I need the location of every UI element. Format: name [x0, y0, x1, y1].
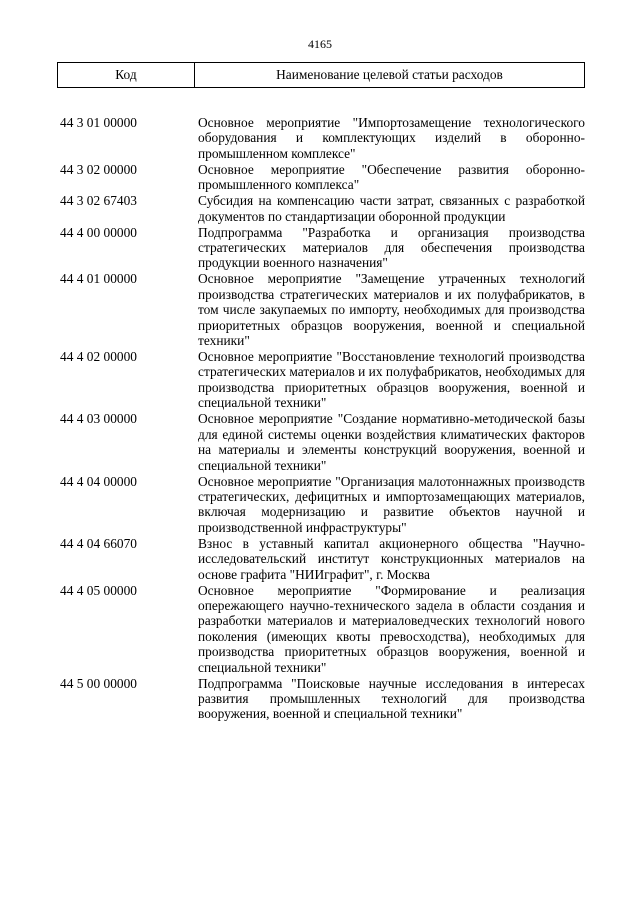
row-code: 44 4 03 00000 — [60, 411, 137, 427]
page-number: 4165 — [308, 37, 332, 51]
row-description: Основное мероприятие "Замещение утраченных технологий производства стратегических материалов и их полуфабрикатов, в том числе закупаемых по импорту, необходимых для производства приоритетных образцов вооружения, военной и специальной техники" — [198, 271, 585, 349]
row-code: 44 4 00 00000 — [60, 224, 137, 240]
row-description: Основное мероприятие "Формирование и реализация опережающего научно-технического задела в области создания и разработки материалов и материаловедческих технологий нового поколения (имеющих квоты превосходства), необходимых для производства приоритетных образцов вооружения, военной и специальной техники" — [198, 582, 585, 675]
row-code: 44 3 01 00000 — [60, 115, 137, 130]
table-row — [57, 115, 585, 161]
table-row — [57, 536, 585, 582]
row-description: Подпрограмма "Разработка и организация производства стратегических материалов для обеспечения производства продукции военного назначения" — [198, 224, 585, 271]
table-row — [57, 349, 585, 411]
row-description: Основное мероприятие "Создание нормативно-методической базы для единой системы оценки воздействия климатических факторов на материалы и элементы конструкций вооружения, военной и специальной техники" — [198, 411, 585, 473]
table-row — [57, 193, 585, 224]
row-description: Взнос в уставный капитал акционерного общества "Научно-исследовательский институт конструкционных материалов на основе графита "НИИграфит", г. Москва — [198, 535, 585, 582]
row-description: Основное мероприятие "Обеспечение развития оборонно-промышленного комплекса" — [198, 161, 585, 193]
row-code: 44 3 02 00000 — [60, 161, 137, 177]
row-code: 44 5 00 00000 — [60, 675, 137, 691]
table-body — [57, 115, 585, 722]
row-description: Субсидия на компенсацию части затрат, связанных с разработкой документов по стандартизации оборонной продукции — [198, 193, 585, 224]
row-code: 44 4 04 00000 — [60, 473, 137, 489]
row-code: 44 4 01 00000 — [60, 271, 137, 287]
row-code: 44 4 05 00000 — [60, 582, 137, 598]
table-row — [57, 676, 585, 722]
table-header — [57, 62, 585, 88]
column-header-name: Наименование целевой статьи расходов — [276, 67, 503, 82]
column-header-code: Код — [58, 63, 195, 87]
row-code: 44 4 04 66070 — [60, 535, 137, 551]
row-description: Основное мероприятие "Организация малотоннажных производств стратегических, дефицитных и импортозамещающих материалов, включая модернизацию и развитие объектов научной и производственной инфраструктуры" — [198, 473, 585, 535]
row-description: Подпрограмма "Поисковые научные исследования в интересах развития промышленных технологий для производства вооружения, военной и специальной техники" — [198, 675, 585, 722]
table-row — [57, 225, 585, 271]
row-code: 44 3 02 67403 — [60, 193, 137, 209]
table-row — [57, 271, 585, 348]
row-code: 44 4 02 00000 — [60, 349, 137, 365]
table-row — [57, 474, 585, 536]
table-row — [57, 583, 585, 675]
table-row — [57, 162, 585, 193]
row-description: Основное мероприятие "Импортозамещение технологического оборудования и комплектующих изделий в оборонно-промышленном комплексе" — [198, 115, 585, 161]
table-row — [57, 411, 585, 473]
row-description: Основное мероприятие "Восстановление технологий производства стратегических материалов и их полуфабрикатов, необходимых для производства приоритетных образцов вооружения, военной и специальной техники" — [198, 349, 585, 411]
